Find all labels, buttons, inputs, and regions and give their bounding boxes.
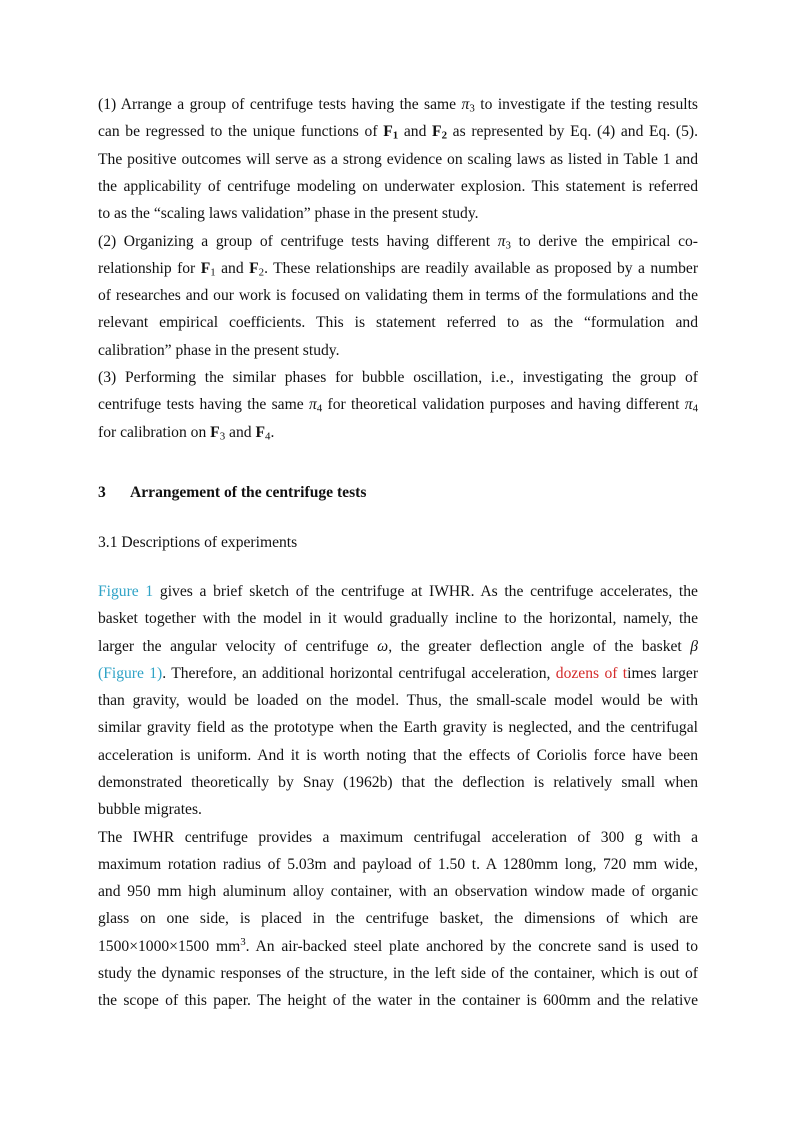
text-line: glass on one side, is placed in the centrifuge basket, the dimensions of which are (98, 910, 698, 928)
highlighted-text: dozens of t (555, 664, 628, 682)
text-line: The positive outcomes will serve as a strong evidence on scaling laws as listed in Table 1 and (98, 150, 698, 168)
text-line: study the dynamic responses of the structure, in the left side of the container, which is out of (98, 964, 698, 982)
text-line: centrifuge tests having the same $\pi_4$ for theoretical validation purposes and having different $\pi_4$ (98, 396, 699, 416)
text-line: bubble migrates. (98, 801, 202, 819)
text-line: (2) Organizing a group of centrifuge tests having different $\pi_3$ to derive the empirical co- (98, 232, 698, 252)
text-line: (1) Arrange a group of centrifuge tests having the same $\pi_3$ to investigate if the testing results (98, 96, 698, 115)
text-line: larger the angular velocity of centrifuge ω, the greater deflection angle of the basket β (98, 637, 698, 655)
text-line: (3) Performing the similar phases for bubble oscillation, i.e., investigating the group of (98, 369, 698, 386)
paragraph-centrifuge-description (98, 578, 698, 824)
text-line: basket together with the model in it would gradually incline to the horizontal, namely, the (98, 610, 698, 628)
subsection-heading (98, 529, 698, 556)
section-number: 3 (98, 484, 106, 501)
text-line: can be regressed to the unique functions of $F_1$ and $F_2$ as represented by Eq. (4) and Eq. (5). (98, 123, 698, 143)
text-line: to as the “scaling laws validation” phase in the present study. (98, 205, 479, 223)
text-line: acceleration is uniform. And it is worth noting that the effects of Coriolis force have been (98, 746, 698, 764)
section-heading (98, 479, 698, 506)
text-line: The IWHR centrifuge provides a maximum centrifugal acceleration of 300 g with a (98, 828, 698, 846)
text-line: for calibration on $F_3$ and $F_4$. (98, 423, 275, 443)
text-line: maximum rotation radius of 5.03m and payload of 1.50 t. A 1280mm long, 720 mm wide, (98, 855, 698, 873)
subsection-title: 3.1 Descriptions of experiments (98, 534, 298, 551)
text-line: relationship for $F_1$ and $F_2$. These relationships are readily available as proposed by a number (98, 259, 699, 279)
paragraph-bubble-oscillation (98, 364, 698, 446)
figure-1-ref-link[interactable]: (Figure 1) (98, 664, 163, 682)
text-line: and 950 mm high aluminum alloy container, with an observation window made of organic (98, 883, 698, 901)
paragraph-scaling-validation (98, 91, 698, 227)
paragraph-formulation-calibration (98, 228, 698, 364)
text-line: similar gravity field as the prototype when the Earth gravity is neglected, and the centrifugal (98, 719, 698, 737)
paragraph-iwhr-centrifuge (98, 824, 698, 1015)
text-line: the applicability of centrifuge modeling on underwater explosion. This statement is referred (98, 177, 698, 195)
text-line: calibration” phase in the present study. (98, 341, 340, 359)
figure-1-link[interactable]: Figure 1 (98, 583, 154, 600)
text-line: than gravity, would be loaded on the model. Thus, the small-scale model would be with (98, 692, 698, 710)
text-line: of researches and our work is focused on validating them in terms of the formulations and the (98, 287, 698, 305)
text-line: relevant empirical coefficients. This is statement referred to as the “formulation and (98, 314, 698, 332)
text-line: (Figure 1). Therefore, an additional horizontal centrifugal acceleration, dozens of times larger (98, 664, 699, 682)
section-title: Arrangement of the centrifuge tests (130, 484, 367, 501)
text-line: demonstrated theoretically by Snay (1962b) that the deflection is relatively small when (98, 774, 698, 792)
text-line: the scope of this paper. The height of the water in the container is 600mm and the relative (98, 992, 698, 1010)
text-line: Figure 1 gives a brief sketch of the centrifuge at IWHR. As the centrifuge accelerates, the (98, 583, 698, 600)
text-line: 1500×1000×1500 $mm^3$. An air-backed steel plate anchored by the concrete sand is used to (98, 935, 699, 955)
